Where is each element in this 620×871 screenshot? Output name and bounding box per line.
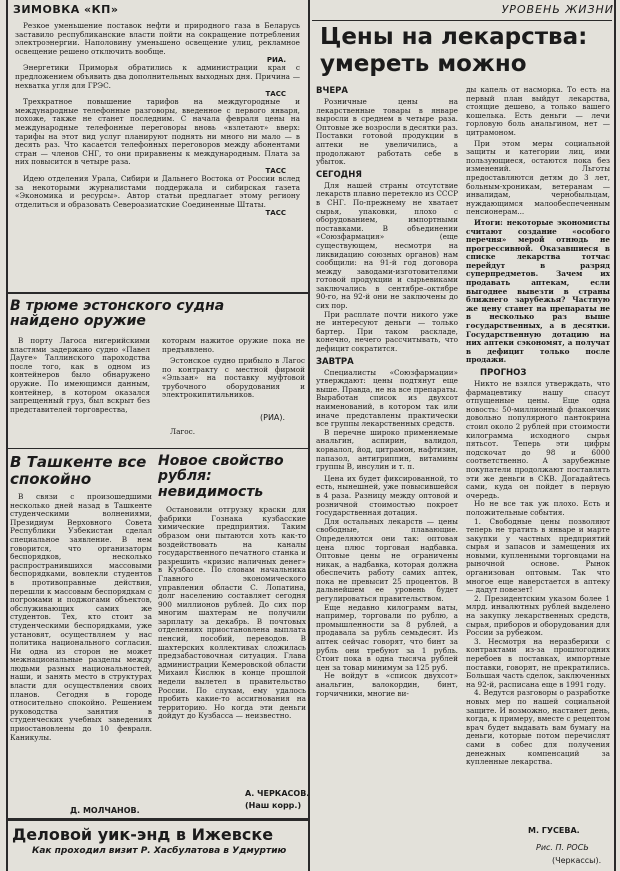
prices-c3-1: ды капель от насморка. То есть на первый план выйдут лекарства, стоящие дешево, а только вашего кошелька. Есть деньги — лечи горловую боль анальгином, нет — цитрамоном.	[466, 86, 610, 137]
zimovka-source-3: ТАСС	[265, 167, 286, 175]
prices-c3-5: Но не все так уж плохо. Есть и положительные события.	[466, 499, 610, 517]
zimovka-news-2: Энергетики Приморья обратились к администрации края с предложением объявить два дополнительных выходных дня. Причина — нехватка угля для ГРЭС.	[15, 63, 300, 90]
hold-bottom-rule	[8, 448, 308, 449]
prognoz-heading: ПРОГНОЗ	[480, 368, 527, 378]
prices-title-line-1: Цены на лекарства:	[320, 24, 588, 50]
zimovka-box	[9, 2, 306, 292]
rouble-signature: А. ЧЕРКАСОВ.	[245, 789, 310, 798]
prices-c3-6: 1. Свободные цены позволяют теперь не тратить в январе и марте закупки у частных предприятий сырья и запасов и замещения их новыми, купленными торговцами на рыночной основе. Рынок организован оптовым. Так что многое еще наверстается в аптеку — дадут повезет!	[466, 516, 610, 595]
prices-title	[320, 24, 610, 82]
izhevsk-title: Деловой уик-энд в Ижевске	[12, 826, 274, 844]
prices-c3-8: 3. Несмотря на неразберихи с контрактами из-за прошлогодних перебоев в поставках, импортные поставки, говорят, не прекратились. Большая часть сделок, заключенных на 92-й, расписана еще в 1991 году.	[466, 636, 610, 689]
zavtra-text-5: Еще недавно килограмм ваты, например, торговали по рублю, а промышленности за 8 рублей, а продавала за рубль семьдесят. Из аптек сейчас говорят, что бинт за рубль они требуют за 1 рубль. Стоит пока в одна тысяча рублей цен за товар минимум за 125 руб.	[316, 602, 458, 672]
prices-signature: М. ГУСЕВА.	[528, 826, 580, 835]
hold-col2b: Эстонское судно прибыло в Лагос по контракту с местной фирмой «Эльзан» на поставку муфтовой трубочного оборудования и электрокипятильников.	[162, 356, 305, 400]
zimovka-news-3: Трехкратное повышение тарифов на междугородные и международные телефонные разговоры, введенное с первого января, похоже, также не станет последним. С начала февраля цены на международные телефонные переговоры вновь «взлетают» вверх: тарифы на этот вид услуг планируют поднять ни много ни мало — в десять раз. Что касается телефонных переговоров между абонентами стран — членов СНГ, то они приравнены к международным. Плата за них повысится в четыре раза.	[15, 97, 300, 167]
illustration-credit-city: (Черкассы).	[552, 856, 602, 865]
prices-c3-2: При этом меры социальной защиты и категории лиц, ими пользующиеся, остаются пока без изменений. Льготы предоставляются детям до 3 лет, больным-хроникам, ветеранам — инвалидам, чернобыльцам, нуждающимся малообеспеченным пенсионерам...	[466, 138, 610, 217]
section-label: УРОВЕНЬ ЖИЗНИ	[501, 3, 614, 16]
hold-dateline: Лагос.	[170, 427, 196, 436]
prices-column-b	[466, 86, 610, 836]
zavtra-heading: ЗАВТРА	[316, 356, 354, 367]
hold-col1: В порту Лагоса нигерийскими властями задержано судно «Павел Дауге» Таллинского пароходства после того, как в одном из контейнеров было обнаружено оружие. По имеющимся данным, контейнер, в котором оказался запрещенный груз, был вскрыт без представителей торговрества,	[10, 336, 150, 414]
zimovka-source-2: ТАСС	[265, 90, 286, 99]
zimovka-news-1: Резкое уменьшение поставок нефти и природного газа в Беларусь заставило республиканские власти пойти на сокращение потребления электроэнергии. Наполовину уменьшено освещение улиц, рекламное освещение решено отключить вообще.	[15, 21, 300, 56]
izhevsk-top-rule	[8, 818, 308, 821]
zavtra-text-1: Специалисты «Союзфармации» утверждают: цены подтянут еще выше. Правда, не на все препараты. Выработан список из двухсот наименований, в котором так или иначе представлены практически все группы лекарственных средств.	[316, 367, 458, 429]
prices-column-a	[316, 86, 458, 871]
right-border	[614, 0, 616, 871]
left-border	[6, 0, 8, 871]
segodnya-heading: СЕГОДНЯ	[316, 169, 362, 180]
tashkent-title: В Ташкенте все спокойно	[10, 453, 147, 488]
prices-c3-9: 4. Ведутся разговоры о разработке новых мер по нашей социальной защите. И возможно, настанет день, когда, к примеру, вместе с рецептом врач будет выдавать вам бумагу на деньги, которые потом перечислят сами в собес для получения денежных компенсаций за купленные лекарства.	[466, 688, 610, 767]
hold-signature: (РИА).	[260, 413, 286, 422]
zavtra-text-4: Для остальных лекарств — цены свободные, плавающие. Определяются они так: оптовая цена плюс торговая надбавка. Оптовые цены не ограничены никак, а надбавка, которая должна обеспечить работу самих аптек, пока не превысит 25 процентов. В дальнейшем ее уровень будет регулироваться правительством.	[316, 516, 458, 604]
izhevsk-subtitle: Как проходил визит Р. Хасбулатова в Удмуртию	[32, 845, 287, 856]
hold-article	[10, 297, 305, 445]
zimovka-heading: ЗИМОВКА «КП»	[13, 3, 119, 16]
tashkent-article	[10, 452, 152, 812]
zavtra-text-6: Не войдут в «список двухсот» анальгин, валокордин, бинт, горчичники, многие ви-	[316, 671, 458, 698]
hold-col2a: которым нажитое оружие пока не предъявлено.	[162, 336, 305, 354]
column-divider	[308, 0, 310, 871]
rouble-text: Остановили отгрузку краски для фабрики Гознака кузбасские химические предприятия. Таким образом они пытаются хоть как-то воздействовать на каналы государственного печатного станка и разрешить «кризис наличных денег» в Кузбассе. По словам начальника Главного экономического управления области С. Лопатина, долг населению составляет сегодня 900 миллионов рублей. До сих пор многим шахтерам не получили зарплату за декабрь. В почтовых отделениях приостановлена выплата пенсий, пособий, переводов. В шахтерских коллективах сложилась предзабастовочная ситуация. Глава администрации Кемеровской области Михаил Кислюк в конце прошлой недели вылетел в правительство России. По слухам, ему удалось пробить какие-то ассигнования на территорию. Но когда эти деньги дойдут до Кузбасса — неизвестно.	[158, 505, 306, 721]
tashkent-signature: Д. МОЛЧАНОВ.	[70, 806, 140, 815]
prices-c3-3: Итоги: некоторые экономисты считают создание «особого перечня» мерой отнюдь не прогрессивной. Оказавшиеся в списке лекарства тотчас перейдут в разряд суперпредметов. Зачем их продавать аптекам, если выгоднее вывезти в страны ближнего зарубежья? Частную же цену станет на препараты не в несколько раз выше государственных, а в десятки. Государственную дотацию на них аптеки сэкономят, а получат в дефицит только после продажи.	[466, 217, 610, 365]
zimovka-source-4: ТАСС	[265, 209, 286, 218]
zavtra-text-2: В перечне широко применяемые анальгин, аспирин, валидол, корвалол, йод, цитрамон, нафтизин, папазол, антигриппин, витамины группы В, инсулин и т. п.	[316, 427, 458, 472]
prices-c3-7: 2. Президентским указом более 1 млрд. инвалютных рублей выделено на закупку лекарственных средств, сырья, приборов и оборудования для России за рубежом.	[466, 593, 610, 638]
rouble-source: (Наш корр.)	[245, 801, 302, 810]
zimovka-source-1: РИА.	[266, 56, 286, 65]
zimovka-bottom-rule	[8, 292, 308, 294]
illustration-credit: Рис. П. РОСЬ	[536, 843, 589, 852]
segodnya-text-1: Для нашей страны отсутствие лекарств плавно перетекло из СССР в СНГ. По-прежнему не хватает сырья, упаковки, плохо с оборудованием, импортными поставками. В объединении «Союзфармация» (еще существующем, несмотря на ликвидацию союзных органов) нам сообщили: на 91-й год договора между заводами-изготовителями готовой продукции и сырьевиками заключались в сентябре–октябре 90-го, на 92-й они не заключены до сих пор.	[316, 180, 458, 311]
izhevsk-article	[12, 826, 308, 871]
rouble-title: Новое свойство рубля: невидимость	[158, 453, 284, 500]
zavtra-text-3: Цена их будет фиксированной, то есть, нынешней, уже повысившейся в 4 раза. Разницу между оптовой и розничной стоимостью покроет государственная дотация.	[316, 473, 458, 518]
hold-title: В трюме эстонского судна найдено оружие	[10, 298, 225, 330]
rouble-article	[158, 452, 306, 792]
segodnya-text-2: При расплате почти никого уже не интересуют деньги — только бартер. При таком раскладе, конечно, нечего рассчитывать, что дефицит сократится.	[316, 309, 458, 354]
vchera-text: Розничные цены на лекарственные товары в январе выросли в среднем в четыре раза. Оптовые же возросли в десятки раз. Поставки готовой продукции в аптеки не увеличились, а продолжают работать себе в убыток.	[316, 97, 458, 167]
section-label-rule	[312, 20, 612, 21]
zimovka-news-4: Идею отделения Урала, Сибири и Дальнего Востока от России вслед за некоторыми журналистами поддержала и сибирская газета «Экономика и ресурсы». Автор статьи предлагает этому региону отделиться и образовать Североазиатские Соединенные Штаты.	[15, 174, 300, 209]
tashkent-text: В связи с произошедшими несколько дней назад в Ташкенте студенческими волнениями, Президиум Верховного Совета Республики Узбекистан сделал специальное заявление. В нем говорится, что организаторы беспорядков, несколько распространившихся массовыми беспорядками, вовлекли студентов в противоправные действия, перешли к массовым беспорядкам с погромами и поджогами объектов, обслуживающих самих же студентов. Тех, кто стоит за студенческими беспорядками, уже установят, осуществляем у нас политика национального согласия. Ни одна из сторон не может межнациональные разделы между людьми разных национальностей, наши, и занять место в структурах власти для осуществления своих планов. Сегодня в городе относительно спокойно. Решением руководства занятия в студенческих учебных заведениях приостановлены до 10 февраля. Каникулы.	[10, 492, 152, 742]
vchera-heading: ВЧЕРА	[316, 86, 348, 96]
prices-title-line-2: умереть можно	[320, 51, 527, 77]
prices-c3-4: Никто не взялся утверждать, что фармацевтику нашу спасут отпущенные цены. Еще одна новость: 50-миллионный флакончик довольно популярного пантокрина стоил около 2 рублей при стоимости килограмма исходного сырья пятьсот. Теперь эти цифры подскочат до 98 и 6000 соответственно. А зарубежные покупатели продолжают поставлять эти же деньги в СКВ. Догадайтесь сами, куда он пойдет в первую очередь.	[466, 379, 610, 500]
